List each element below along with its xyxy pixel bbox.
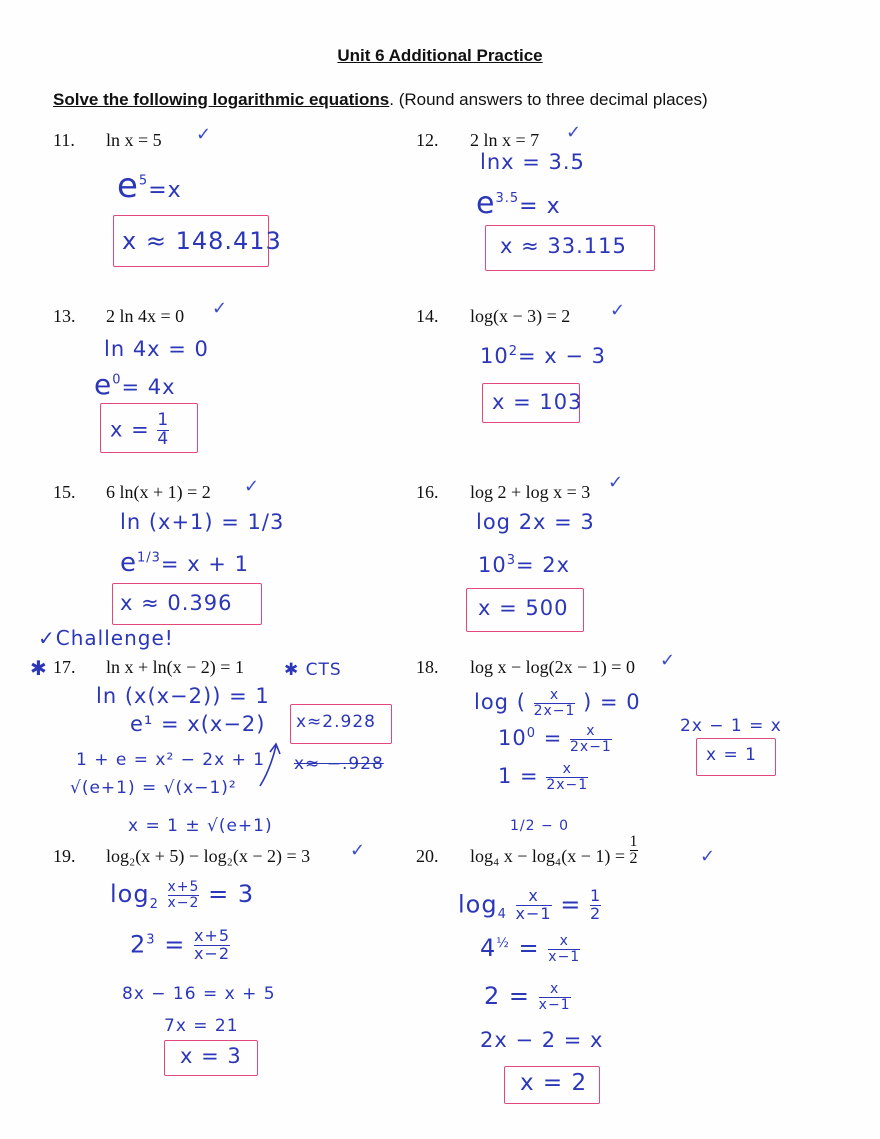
problem-12-answer: x ≈ 33.115 <box>500 234 627 258</box>
problem-15-answer: x ≈ 0.396 <box>120 591 233 615</box>
problem-13-equation: 2 ln 4x = 0 <box>106 306 185 326</box>
problem-19-work-2: $2^3$ = $\frac{x+5}{x-2}$ <box>130 926 231 963</box>
problem-18-number: 18. <box>416 657 439 677</box>
problem-15-work-1: ln (x+1) = 1/3 <box>120 510 285 534</box>
check-mark-icon: ✓ <box>608 472 624 493</box>
check-mark-icon: ✓ <box>610 300 626 321</box>
problem-15-number: 15. <box>53 482 76 502</box>
problem-17-answer: x≈2.928 <box>296 712 376 732</box>
problem-11-work-1: $e^5=x$ <box>117 166 182 206</box>
problem-15-equation: 6 ln(x + 1) = 2 <box>106 482 211 502</box>
problem-18-work-1: log ( $\frac{x}{2x-1}$ ) = 0 <box>474 687 641 719</box>
problem-20-work-2: $4^{\frac{1}{2}}$ = $\frac{x}{x-1}$ <box>480 933 581 965</box>
problem-17-equation: ln x + ln(x − 2) = 1 <box>106 657 244 677</box>
problem-13-number: 13. <box>53 306 76 326</box>
instruction-rest: . (Round answers to three decimal places) <box>389 90 708 109</box>
check-mark-icon: ✓ <box>566 122 582 143</box>
check-mark-icon: ✓ <box>212 298 228 319</box>
problem-16-work-1: log 2x = 3 <box>476 510 595 534</box>
problem-20-work-1: $\log_4$ $\frac{x}{x-1}$ = $\frac{1}{2}$ <box>458 886 602 923</box>
problem-11-answer: x ≈ 148.413 <box>122 227 282 255</box>
problem-20-work-4: 2x − 2 = x <box>480 1028 604 1052</box>
problem-14-equation: log(x − 3) = 2 <box>470 306 571 326</box>
page-title: Unit 6 Additional Practice <box>337 46 543 65</box>
problem-13-work-1: ln 4x = 0 <box>104 337 209 361</box>
problem-19-work-1: $\log_2$ $\frac{x+5}{x-2}$ = 3 <box>110 879 255 912</box>
problem-15-work-2: $e^{1/3}= x + 1$ <box>120 548 249 578</box>
problem-17-work-4: √(e+1) = √(x−1)² <box>70 778 237 798</box>
problem-12-work-2: $e^{3.5}= x$ <box>476 186 561 221</box>
instructions <box>53 90 708 110</box>
problem-18-answer: x = 1 <box>706 745 757 765</box>
problem-18-side-work: 2x − 1 = x <box>680 716 782 736</box>
problem-12-number: 12. <box>416 130 439 150</box>
check-mark-icon: ✓ <box>244 476 260 497</box>
check-mark-icon: ✓ <box>660 650 676 671</box>
problem-17-work-2: e¹ = x(x−2) <box>130 712 266 736</box>
challenge-note: ✓Challenge! <box>38 626 174 650</box>
problem-11-number: 11. <box>53 130 75 150</box>
problem-20-work-3: 2 = $\frac{x}{x-1}$ <box>484 981 571 1013</box>
problem-19-answer: x = 3 <box>180 1044 242 1068</box>
problem-11-equation: ln x = 5 <box>106 130 162 150</box>
problem-20-answer: x = 2 <box>520 1070 588 1096</box>
problem-17-work-5: x = 1 ± √(e+1) <box>128 816 273 836</box>
instruction-bold: Solve the following logarithmic equations <box>53 90 390 109</box>
problem-14-work-1: $10^2= x - 3$ <box>480 344 607 368</box>
problem-18-work-2: $10^0$ = $\frac{x}{2x-1}$ <box>498 723 612 755</box>
problem-19-equation: log₂(x + 5) − log₂(x − 2) = 3 <box>106 846 311 866</box>
problem-17-work-3: 1 + e = x² − 2x + 1 <box>76 750 266 770</box>
problem-17-cts-note: ✱ CTS <box>284 660 342 680</box>
problem-20-equation: log₄ x − log₄(x − 1) = $\frac{1}{2}$ <box>470 832 638 868</box>
problem-18-work-4: 1/2 − 0 <box>510 818 570 834</box>
problem-16-equation: log 2 + log x = 3 <box>470 482 591 502</box>
check-mark-icon: ✓ <box>350 840 366 861</box>
problem-17-struck-answer: x≈ −.928 <box>294 754 384 774</box>
problem-14-number: 14. <box>416 306 439 326</box>
problem-13-work-2: $e^0= 4x$ <box>94 368 176 401</box>
problem-19-work-4: 7x = 21 <box>164 1016 239 1036</box>
problem-12-work-1: lnx = 3.5 <box>480 150 585 174</box>
problem-14-answer: x = 103 <box>492 390 583 414</box>
problem-12-equation: 2 ln x = 7 <box>470 130 540 150</box>
problem-16-answer: x = 500 <box>478 596 569 620</box>
check-mark-icon: ✓ <box>196 124 212 145</box>
problem-13-answer: x = $\frac{1}{4}$ <box>110 410 170 449</box>
problem-18-equation: log x − log(2x − 1) = 0 <box>470 657 635 677</box>
problem-16-number: 16. <box>416 482 439 502</box>
problem-19-number: 19. <box>53 846 76 866</box>
problem-18-work-3: 1 = $\frac{x}{2x-1}$ <box>498 761 589 793</box>
problem-20-number: 20. <box>416 846 439 866</box>
problem-16-work-2: $10^3= 2x$ <box>478 553 571 577</box>
problem-17-work-1: ln (x(x−2)) = 1 <box>96 684 270 708</box>
arrow-icon <box>256 740 286 790</box>
problem-17-number: 17. <box>53 657 76 677</box>
problem-19-work-3: 8x − 16 = x + 5 <box>122 984 276 1004</box>
star-icon: ✱ <box>30 656 48 680</box>
check-mark-icon: ✓ <box>700 846 716 867</box>
